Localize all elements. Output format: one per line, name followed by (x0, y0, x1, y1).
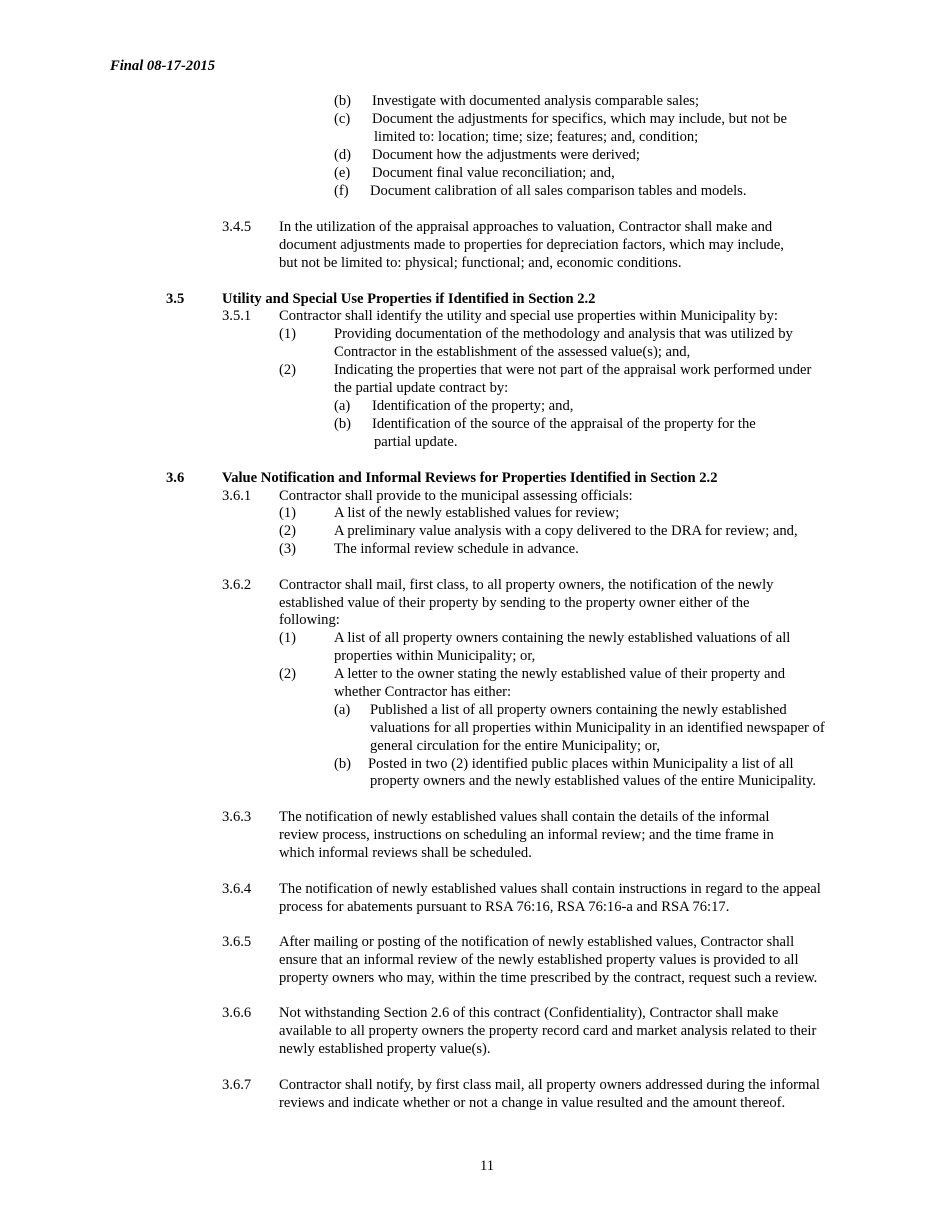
list-item-text: Document final value reconciliation; and, (372, 165, 615, 181)
subsection-number: 3.6.1 (222, 488, 252, 504)
subsection-number: 3.6.7 (222, 1077, 252, 1093)
subsection-number: 3.6.6 (222, 1005, 252, 1021)
paragraph-text: Contractor shall provide to the municipal assessing officials: (279, 488, 633, 504)
paragraph-text: property owners who may, within the time prescribed by the contract, request such a review. (279, 970, 818, 986)
subsection-number: 3.5.1 (222, 308, 252, 324)
subsection-number: 3.4.5 (222, 219, 252, 235)
section-title: Utility and Special Use Properties if Identified in Section 2.2 (222, 291, 596, 307)
paragraph-text: newly established property value(s). (279, 1041, 491, 1057)
paragraph-text: established value of their property by sending to the property owner either of the (279, 595, 750, 611)
paragraph-text: process for abatements pursuant to RSA 76:16, RSA 76:16-a and RSA 76:17. (279, 899, 730, 915)
section-number: 3.5 (166, 291, 185, 307)
list-item-text: A list of the newly established values for review; (334, 505, 620, 521)
list-item-text: Investigate with documented analysis comparable sales; (372, 93, 700, 109)
list-item-number: (2) (279, 666, 297, 682)
list-item-text: A list of all property owners containing the newly established valuations of all (334, 630, 791, 646)
paragraph-text: Contractor shall mail, first class, to all property owners, the notification of the newly (279, 577, 774, 593)
list-item-text: Document how the adjustments were derived; (372, 147, 640, 163)
paragraph-text: The notification of newly established values shall contain instructions in regard to the appeal (279, 881, 821, 897)
paragraph-text: Contractor shall notify, by first class mail, all property owners addressed during the informal (279, 1077, 820, 1093)
list-item-text: property owners and the newly established values of the entire Municipality. (370, 773, 817, 789)
list-item-number: (b) (334, 756, 352, 772)
list-item-number: (e) (334, 165, 351, 181)
list-item-number: (2) (279, 523, 297, 539)
section-title: Value Notification and Informal Reviews for Properties Identified in Section 2.2 (222, 470, 718, 486)
subsection-number: 3.6.5 (222, 934, 252, 950)
list-item-text: A letter to the owner stating the newly established value of their property and (334, 666, 786, 682)
list-item-text: limited to: location; time; size; features; and, condition; (374, 129, 699, 145)
paragraph-text: The notification of newly established values shall contain the details of the informal (279, 809, 770, 825)
list-item-text: A preliminary value analysis with a copy delivered to the DRA for review; and, (334, 523, 798, 539)
section-number: 3.6 (166, 470, 185, 486)
list-item-number: (b) (334, 93, 352, 109)
list-item-text: partial update. (374, 434, 458, 450)
list-item-number: (1) (279, 630, 297, 646)
list-item-text: Contractor in the establishment of the assessed value(s); and, (334, 344, 691, 360)
list-item-text: the partial update contract by: (334, 380, 509, 396)
subsection-number: 3.6.4 (222, 881, 252, 897)
list-item-text: Document the adjustments for specifics, which may include, but not be (372, 111, 788, 127)
paragraph-text: review process, instructions on scheduling an informal review; and the time frame in (279, 827, 774, 843)
list-item-text: whether Contractor has either: (334, 684, 512, 700)
paragraph-text: ensure that an informal review of the newly established property values is provided to all (279, 952, 799, 968)
paragraph-text: Not withstanding Section 2.6 of this contract (Confidentiality), Contractor shall make (279, 1005, 779, 1021)
list-item-text: Document calibration of all sales comparison tables and models. (370, 183, 747, 199)
list-item-number: (b) (334, 416, 352, 432)
paragraph-text: After mailing or posting of the notification of newly established values, Contractor shall (279, 934, 795, 950)
subsection-number: 3.6.3 (222, 809, 252, 825)
list-item-number: (1) (279, 326, 297, 342)
paragraph-text: Contractor shall identify the utility and special use properties within Municipality by: (279, 308, 778, 324)
paragraph-text: following: (279, 612, 340, 628)
document-date-header: Final 08-17-2015 (110, 58, 215, 74)
paragraph-text: reviews and indicate whether or not a change in value resulted and the amount thereof. (279, 1095, 786, 1111)
list-item-text: Identification of the source of the appraisal of the property for the (372, 416, 756, 432)
list-item-text: The informal review schedule in advance. (334, 541, 579, 557)
paragraph-text: document adjustments made to properties for depreciation factors, which may include, (279, 237, 784, 253)
list-item-number: (1) (279, 505, 297, 521)
list-item-number: (d) (334, 147, 352, 163)
list-item-text: valuations for all properties within Municipality in an identified newspaper of (370, 720, 825, 736)
list-item-text: Indicating the properties that were not part of the appraisal work performed under (334, 362, 812, 378)
list-item-number: (c) (334, 111, 351, 127)
list-item-text: general circulation for the entire Municipality; or, (370, 738, 660, 754)
list-item-number: (f) (334, 183, 349, 199)
page-number: 11 (480, 1158, 495, 1174)
subsection-number: 3.6.2 (222, 577, 252, 593)
list-item-text: Identification of the property; and, (372, 398, 574, 414)
list-item-text: properties within Municipality; or, (334, 648, 536, 664)
list-item-text: Published a list of all property owners containing the newly established (370, 702, 787, 718)
list-item-text: Posted in two (2) identified public places within Municipality a list of all (368, 756, 794, 772)
list-item-number: (2) (279, 362, 297, 378)
list-item-text: Providing documentation of the methodology and analysis that was utilized by (334, 326, 793, 342)
list-item-number: (3) (279, 541, 297, 557)
paragraph-text: available to all property owners the property record card and market analysis related to their (279, 1023, 817, 1039)
list-item-number: (a) (334, 702, 351, 718)
paragraph-text: In the utilization of the appraisal approaches to valuation, Contractor shall make and (279, 219, 773, 235)
paragraph-text: which informal reviews shall be scheduled. (279, 845, 532, 861)
paragraph-text: but not be limited to: physical; functional; and, economic conditions. (279, 255, 682, 271)
list-item-number: (a) (334, 398, 351, 414)
